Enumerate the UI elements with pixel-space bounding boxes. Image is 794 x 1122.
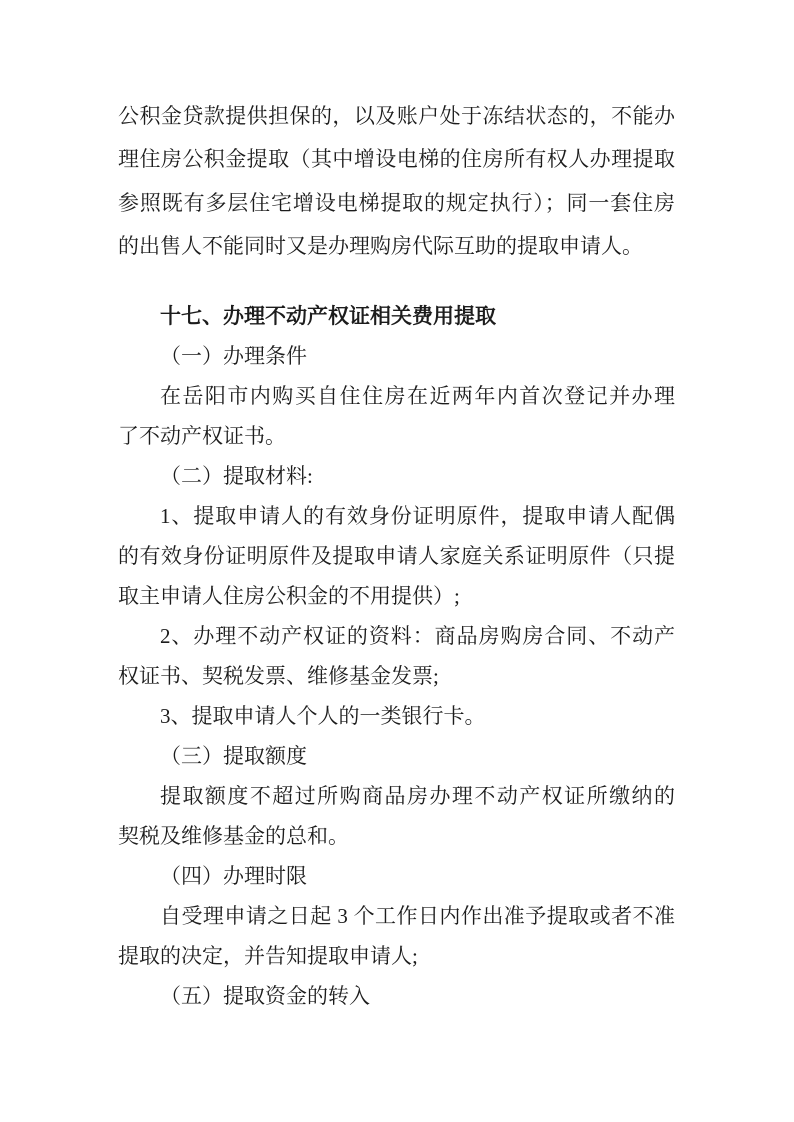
text-line: 3、提取申请人个人的一类银行卡。 — [160, 704, 486, 729]
paragraph-condition — [118, 376, 675, 456]
text-line: 1、提取申请人的有效身份证明原件，提取申请人配偶 — [160, 504, 675, 529]
subsection-title-3 — [118, 736, 675, 776]
text-line: 的出售人不能同时又是办理购房代际互助的提取申请人。 — [118, 233, 643, 258]
text-line: 参照既有多层住宅增设电梯提取的规定执行）；同一套住房 — [118, 190, 675, 215]
text-line: （一）办理条件 — [160, 344, 307, 369]
subsection-title-1 — [118, 336, 675, 376]
text-line: 权证书、契税发票、维修基金发票; — [118, 664, 439, 689]
text-line: 了不动产权证书。 — [118, 424, 286, 449]
text-line: 契税及维修基金的总和。 — [118, 824, 349, 849]
paragraph-material-3 — [118, 696, 675, 736]
text-line: （五）提取资金的转入 — [160, 984, 370, 1009]
subsection-title-2 — [118, 456, 675, 496]
text-line: 在岳阳市内购买自住住房在近两年内首次登记并办理 — [160, 384, 675, 409]
text-line: 提取的决定，并告知提取申请人; — [118, 944, 418, 969]
section-heading — [118, 296, 675, 336]
paragraph-material-2 — [118, 616, 675, 696]
text-line: 十七、办理不动产权证相关费用提取 — [160, 304, 496, 329]
text-line: 的有效身份证明原件及提取申请人家庭关系证明原件（只提 — [118, 544, 675, 569]
page-content — [118, 95, 675, 1016]
text-line: 取主申请人住房公积金的不用提供）; — [118, 584, 460, 609]
paragraph-time-limit — [118, 896, 675, 976]
subsection-title-5 — [118, 976, 675, 1016]
text-line: 公积金贷款提供担保的，以及账户处于冻结状态的，不能办 — [118, 104, 675, 128]
text-line: 自受理申请之日起 3 个工作日内作出准予提取或者不准 — [160, 904, 675, 929]
paragraph-material-1 — [118, 496, 675, 616]
text-line: 提取额度不超过所购商品房办理不动产权证所缴纳的 — [160, 784, 675, 809]
subsection-title-4 — [118, 856, 675, 896]
text-line: 理住房公积金提取（其中增设电梯的住房所有权人办理提取 — [118, 147, 675, 172]
text-line: （四）办理时限 — [160, 864, 307, 889]
paragraph-continuation — [118, 95, 675, 268]
text-line: 2、办理不动产权证的资料：商品房购房合同、不动产 — [160, 624, 675, 649]
text-line: （三）提取额度 — [160, 744, 307, 769]
text-line: （二）提取材料: — [160, 464, 313, 489]
paragraph-quota — [118, 776, 675, 856]
